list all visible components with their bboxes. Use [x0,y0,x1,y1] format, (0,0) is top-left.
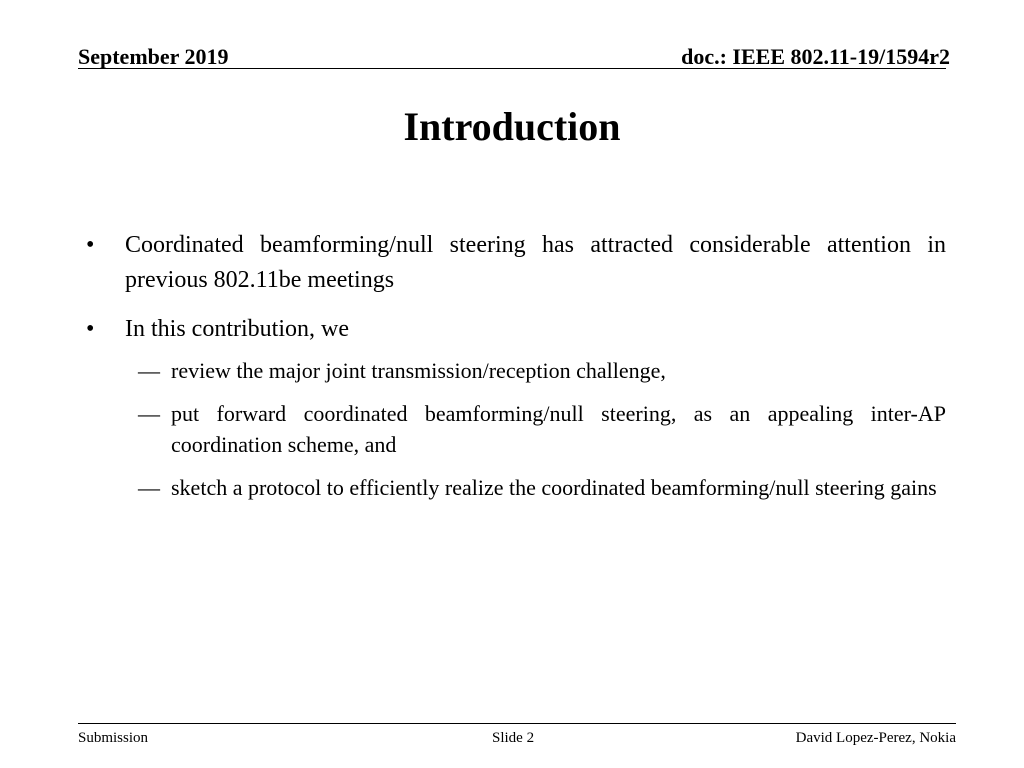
bullet-item [86,228,946,298]
sub-bullet-text: sketch a protocol to efficiently realize the coordinated beamforming/null steering gains [171,475,937,500]
footer-divider [78,723,956,724]
slide-title: Introduction [403,104,621,149]
footer-submission: Submission [78,730,149,746]
sub-bullet-marker: — [138,475,160,500]
bullet-marker: • [86,232,95,258]
header-doc-id: doc.: IEEE 802.11-19/1594r2 [681,44,950,69]
sub-bullet-marker: — [138,358,160,383]
bullet-item [86,312,946,347]
sub-bullet-item [86,472,946,503]
sub-bullet-text: review the major joint transmission/reception challenge, [171,358,666,383]
header-divider [78,68,946,69]
footer-slide-number: Slide 2 [492,730,535,746]
header-date: September 2019 [78,44,229,69]
bullet-marker: • [86,316,95,342]
sub-bullet-item [86,398,946,460]
sub-bullet-list [86,355,946,503]
slide-body [86,228,946,515]
sub-bullet-item [86,355,946,386]
sub-bullet-marker: — [138,401,160,426]
bullet-text: In this contribution, we [125,316,349,342]
sub-bullet-text: put forward coordinated beamforming/null steering, as an appealing inter-AP coordination scheme, and [171,401,946,457]
footer-author: David Lopez-Perez, Nokia [795,730,956,746]
bullet-text: Coordinated beamforming/null steering has attracted considerable attention in previous 802.11be meetings [125,232,946,293]
